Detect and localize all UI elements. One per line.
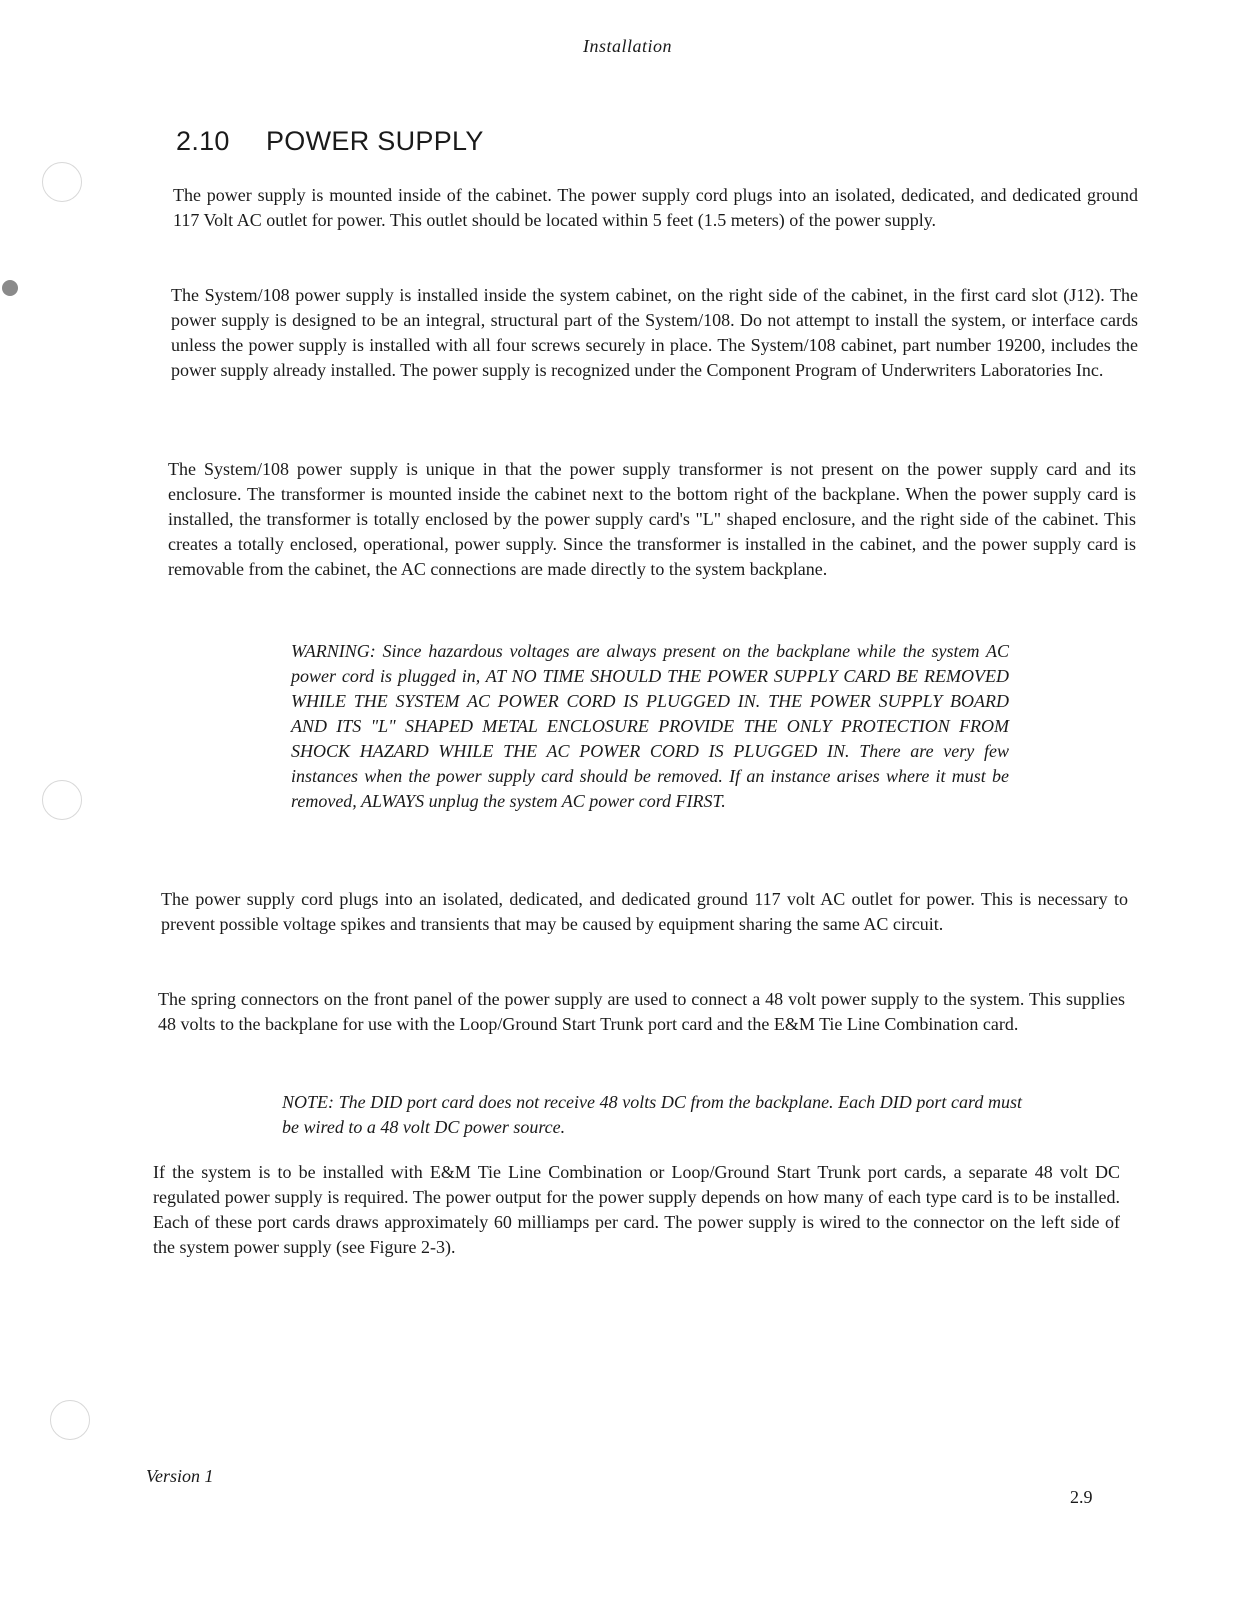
binder-hole xyxy=(50,1400,90,1440)
page-number: 2.9 xyxy=(1070,1487,1093,1507)
punch-mark xyxy=(2,280,18,296)
paragraph-power-cord: The power supply is mounted inside of the cabinet. The power supply cord plugs into an isolated, dedicated, and dedicated ground 117 Volt AC outlet for power. This outlet should be located within 5 feet (1.5 meters) of the power supply. xyxy=(173,185,1138,230)
paragraph-installation: The System/108 power supply is installed inside the system cabinet, on the right side of the cabinet, in the first card slot (J12). The power supply is designed to be an integral, structural part of the System/108. Do not attempt to install the system, or interface cards unless the power supply is installed with all four screws securely in place. The System/108 cabinet, part number 19200, includes the power supply already installed. The power supply is recognized under the Component Program of Underwriters Laboratories Inc. xyxy=(171,285,1138,380)
paragraph-transformer: The System/108 power supply is unique in that the power supply transformer is not present on the power supply card and its enclosure. The transformer is mounted inside the cabinet next to the bottom right of the backplane. When the power supply card is installed, the transformer is totally enclosed by the power supply card's "L" shaped enclosure, and the right side of the cabinet. This creates a totally enclosed, operational, power supply. Since the transformer is installed in the cabinet, and the power supply card is removable from the cabinet, the AC connections are made directly to the system backplane. xyxy=(168,459,1136,579)
note-block: NOTE: The DID port card does not receive 48 volts DC from the backplane. Each DID port card must be wired to a 48 volt DC power source. xyxy=(282,1092,1022,1137)
running-header: Installation xyxy=(582,36,672,56)
section-number: 2.10 xyxy=(176,126,230,156)
paragraph-ac-outlet: The power supply cord plugs into an isolated, dedicated, and dedicated ground 117 volt AC outlet for power. This is necessary to prevent possible voltage spikes and transients that may be caused by equipment sharing the same AC circuit. xyxy=(161,889,1128,934)
binder-hole xyxy=(42,162,82,202)
version-label: Version 1 xyxy=(146,1466,214,1486)
binder-hole xyxy=(42,780,82,820)
paragraph-spring-connectors: The spring connectors on the front panel of the power supply are used to connect a 48 volt power supply to the system. This supplies 48 volts to the backplane for use with the Loop/Ground Start Trunk port card and the E&M Tie Line Combination card. xyxy=(158,989,1125,1034)
warning-block: WARNING: Since hazardous voltages are always present on the backplane while the system AC power cord is plugged in, AT NO TIME SHOULD THE POWER SUPPLY CARD BE REMOVED WHILE THE SYSTEM AC POWER CORD IS PLUGGED IN. THE POWER SUPPLY BOARD AND ITS "L" SHAPED METAL ENCLOSURE PROVIDE THE ONLY PROTECTION FROM SHOCK HAZARD WHILE THE AC POWER CORD IS PLUGGED IN. There are very few instances when the power supply card should be removed. If an instance arises where it must be removed, ALWAYS unplug the system AC power cord FIRST. xyxy=(291,641,1009,811)
section-heading xyxy=(176,126,484,157)
paragraph-dc-supply: If the system is to be installed with E&M Tie Line Combination or Loop/Ground Start Trunk port cards, a separate 48 volt DC regulated power supply is required. The power output for the power supply depends on how many of each type card is to be installed. Each of these port cards draws approximately 60 milliamps per card. The power supply is wired to the connector on the left side of the system power supply (see Figure 2-3). xyxy=(153,1162,1120,1257)
section-title: POWER SUPPLY xyxy=(266,126,484,156)
